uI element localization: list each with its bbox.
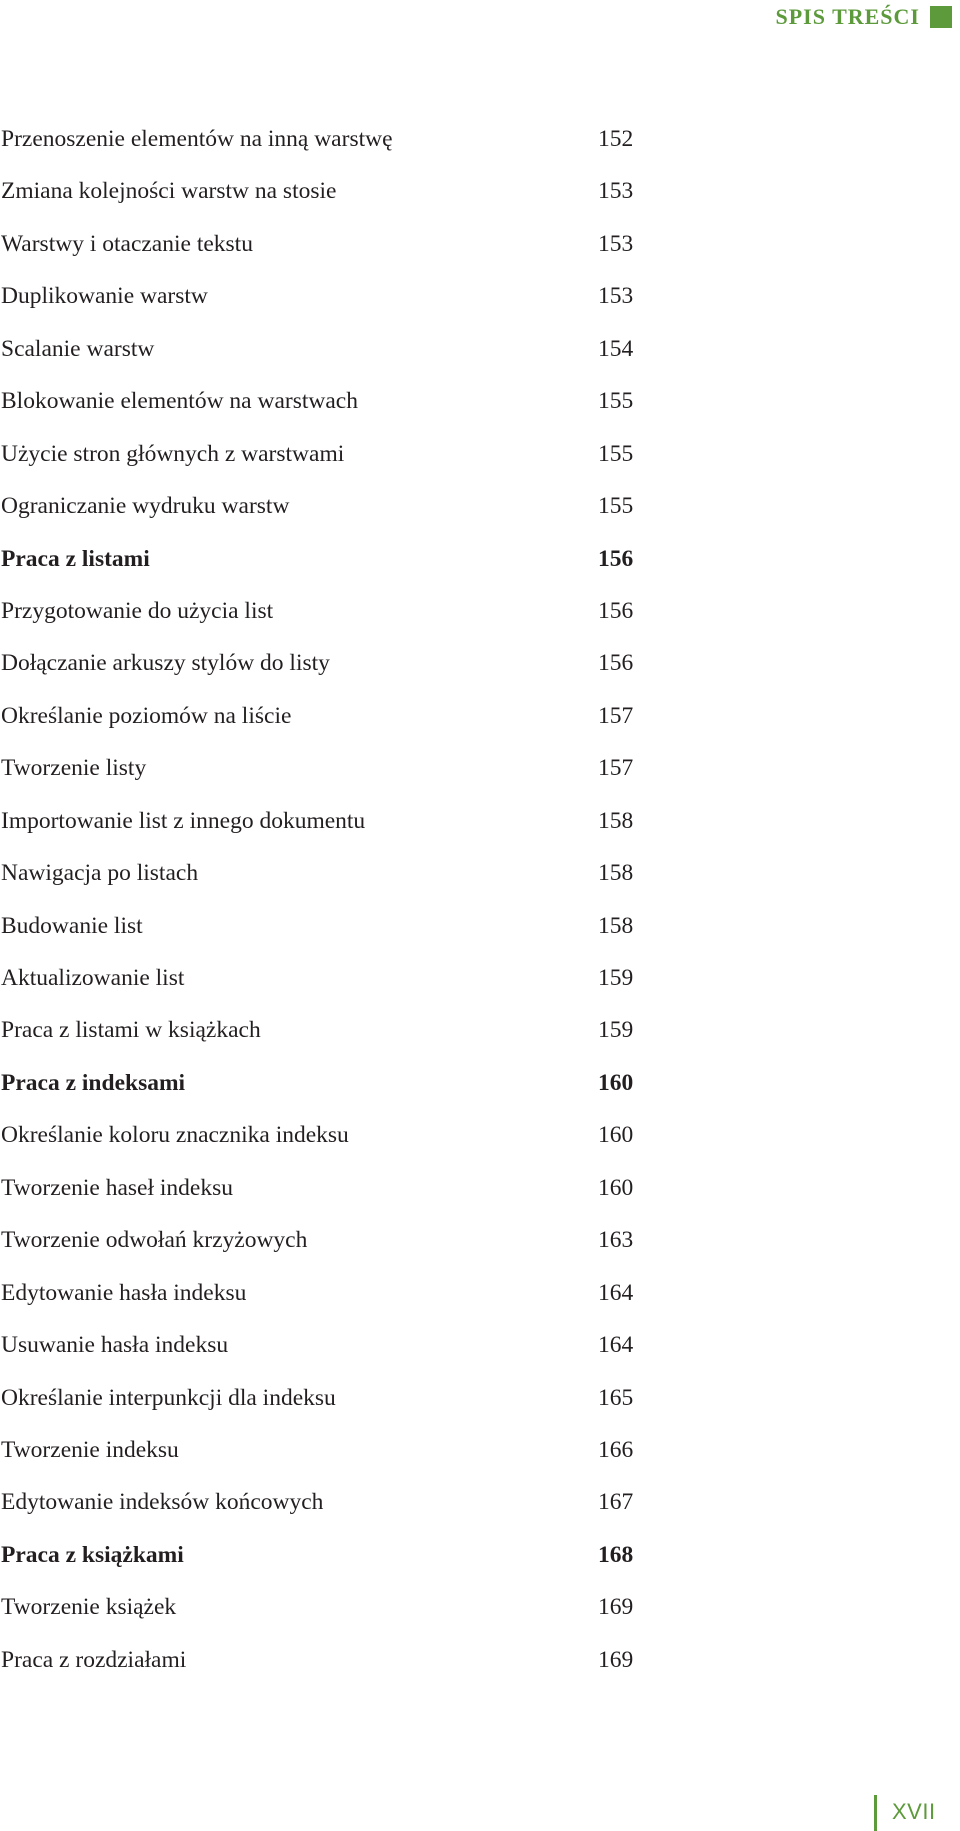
toc-entry-label: Scalanie warstw [1,335,155,362]
toc-entry-label: Określanie poziomów na liście [1,702,292,729]
toc-entry[interactable] [0,1214,640,1266]
toc-entry-label: Dołączanie arkuszy stylów do listy [1,650,330,677]
toc-entry[interactable] [0,323,640,375]
toc-entry-label: Użycie stron głównych z warstwami [1,440,345,467]
toc-entry-page: 169 [598,1646,634,1673]
toc-entry-label: Tworzenie książek [1,1594,177,1621]
toc-entry-page: 157 [598,755,634,782]
toc-entry-page: 157 [598,702,634,729]
toc-entry-label: Edytowanie hasła indeksu [1,1279,247,1306]
toc-entry-label: Przenoszenie elementów na inną warstwę [1,126,393,152]
toc-entry-page: 165 [598,1384,634,1411]
toc-entry-label: Praca z listami [1,545,150,572]
toc-entry-page: 159 [598,1017,634,1044]
toc-entry-label: Praca z listami w książkach [1,1017,261,1044]
toc-entry-page: 152 [598,126,634,152]
toc-entry-page: 156 [598,545,634,572]
toc-entry-label: Importowanie list z innego dokumentu [1,807,366,834]
toc-entry[interactable] [0,742,640,794]
toc-entry[interactable] [0,900,640,952]
toc-entry[interactable] [0,270,640,322]
toc-entry[interactable] [0,1634,640,1686]
toc-entry-page: 169 [598,1594,634,1621]
toc-entry-page: 159 [598,965,634,991]
toc-entry-label: Określanie koloru znacznika indeksu [1,1122,349,1149]
toc-entry-label: Edytowanie indeksów końcowych [1,1489,324,1516]
toc-entry-page: 160 [598,1122,634,1149]
toc-entry-page: 158 [598,807,634,834]
toc-entry[interactable] [0,165,640,217]
toc-entry-page: 155 [598,388,634,415]
toc-entry[interactable] [0,428,640,480]
toc-entry-label: Praca z książkami [1,1541,184,1568]
toc-entry-page: 154 [598,335,634,362]
footer-divider [874,1795,877,1831]
toc-entry-label: Warstwy i otaczanie tekstu [1,230,253,257]
toc-entry-page: 158 [598,860,634,887]
page-footer [852,1787,960,1831]
toc-entry-page: 164 [598,1332,634,1359]
toc-entry[interactable] [0,113,640,165]
toc-entry[interactable] [0,375,640,427]
toc-entry-label: Przygotowanie do użycia list [1,597,274,624]
toc-entry[interactable] [0,1372,640,1424]
toc-entry-page: 160 [598,1174,634,1201]
toc-entry-page: 167 [598,1489,634,1516]
toc-entry-page: 153 [598,283,634,310]
page-header [776,4,953,30]
toc-entry-label: Tworzenie haseł indeksu [1,1174,233,1201]
toc-entry-label: Tworzenie indeksu [1,1436,179,1463]
toc-entry[interactable] [0,1424,640,1476]
toc-section-heading[interactable] [0,1057,640,1109]
toc-entry-label: Budowanie list [1,912,143,939]
toc-entry[interactable] [0,218,640,270]
page-number: XVII [892,1799,936,1824]
toc-entry-label: Praca z indeksami [1,1069,186,1096]
toc-entry-page: 153 [598,230,634,257]
toc-entry-page: 160 [598,1069,634,1096]
toc-entry[interactable] [0,1109,640,1161]
toc-entry-label: Ograniczanie wydruku warstw [1,493,290,520]
toc-entry-page: 156 [598,597,634,624]
toc-section-heading[interactable] [0,533,640,585]
toc-entry[interactable] [0,1319,640,1371]
toc-entry-label: Nawigacja po listach [1,860,199,887]
toc-entry[interactable] [0,952,640,1004]
toc-entry-label: Określanie interpunkcji dla indeksu [1,1384,336,1411]
toc-entry[interactable] [0,637,640,689]
toc-entry-page: 156 [598,650,634,677]
toc-entry-label: Aktualizowanie list [1,965,185,991]
table-of-contents [0,113,640,1686]
accent-square-icon [930,6,952,28]
toc-entry[interactable] [0,1267,640,1319]
toc-entry-label: Tworzenie listy [1,755,147,782]
toc-entry[interactable] [0,1004,640,1056]
toc-entry-page: 155 [598,440,634,467]
toc-entry[interactable] [0,795,640,847]
toc-entry[interactable] [0,1162,640,1214]
toc-entry-label: Blokowanie elementów na warstwach [1,388,358,415]
toc-entry-label: Zmiana kolejności warstw na stosie [1,178,337,205]
toc-entry[interactable] [0,690,640,742]
toc-entry-page: 164 [598,1279,634,1306]
toc-entry[interactable] [0,1581,640,1633]
toc-section-heading[interactable] [0,1529,640,1581]
toc-entry-label: Duplikowanie warstw [1,283,208,310]
toc-entry-page: 168 [598,1541,634,1568]
toc-entry-page: 163 [598,1227,634,1254]
toc-entry-page: 153 [598,178,634,205]
toc-entry-label: Tworzenie odwołań krzyżowych [1,1227,308,1254]
toc-entry[interactable] [0,585,640,637]
toc-entry-label: Usuwanie hasła indeksu [1,1332,229,1359]
toc-entry[interactable] [0,1476,640,1528]
toc-entry-page: 155 [598,493,634,520]
toc-entry-page: 166 [598,1436,634,1463]
toc-entry[interactable] [0,480,640,532]
section-title: SPIS TREŚCI [775,4,920,29]
toc-entry[interactable] [0,847,640,899]
toc-entry-page: 158 [598,912,634,939]
toc-entry-label: Praca z rozdziałami [1,1646,187,1673]
